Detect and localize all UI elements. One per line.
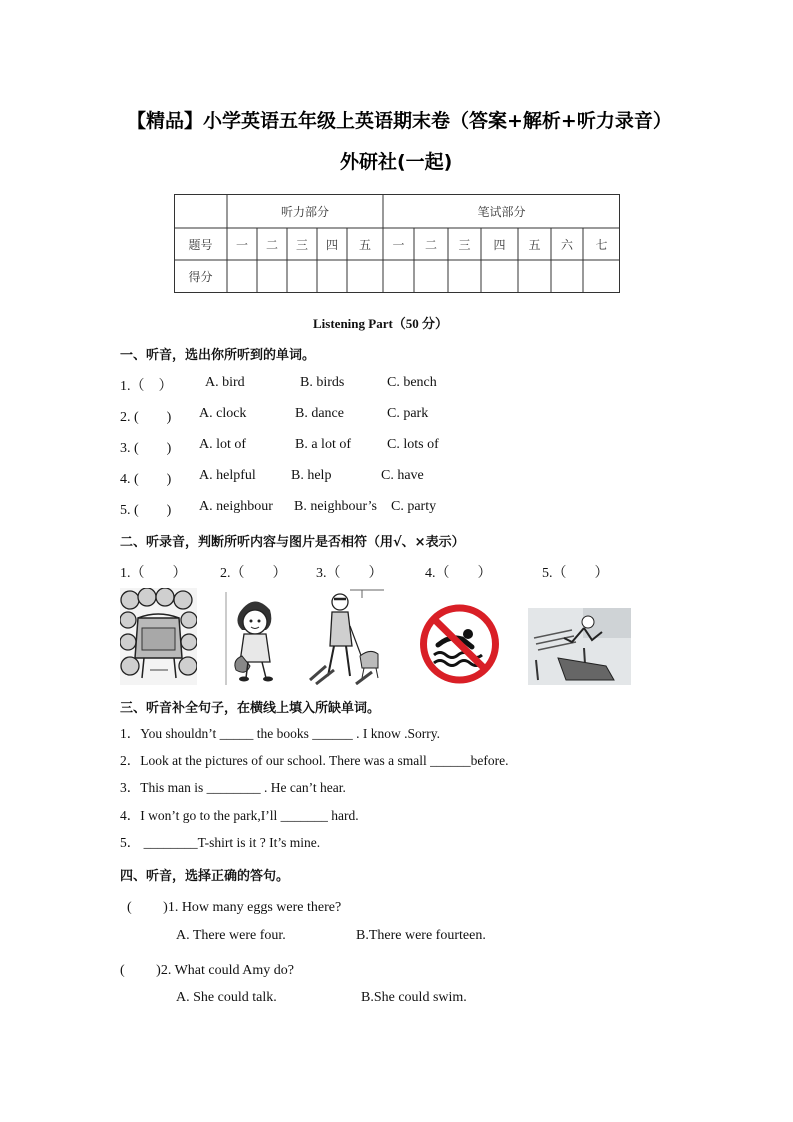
q2-5-number: 5.（ ） — [542, 566, 609, 581]
q1-2-number: 2. ( ) — [120, 410, 172, 425]
q1-3-number: 3. ( ) — [120, 441, 172, 456]
q1-1-option-b: B. birds — [300, 375, 345, 390]
no-swimming-sign — [418, 603, 501, 685]
q1-1-option-a: A. bird — [205, 375, 245, 390]
q4-1-question: ( )1. How many eggs were there? — [127, 900, 342, 915]
q1-3-option-c: C. lots of — [387, 437, 439, 452]
page-title: 【精品】小学英语五年级上英语期末卷（答案+解析+听力录音） — [127, 110, 672, 132]
q4-2-option-b: B.She could swim. — [361, 990, 467, 1005]
q1-2-option-a: A. clock — [199, 406, 247, 421]
q1-3-option-b: B. a lot of — [295, 437, 351, 452]
girl-jumping-picture — [528, 608, 631, 685]
q1-5-option-c: C. party — [391, 499, 437, 514]
q4-2-option-a: A. She could talk. — [176, 990, 277, 1005]
written-col: 四 — [493, 237, 506, 252]
q1-5-option-b: B. neighbour’s — [294, 499, 377, 514]
q2-4-number: 4.（ ） — [425, 566, 492, 581]
listening-header: 听力部分 — [280, 204, 329, 219]
written-col: 七 — [595, 237, 608, 252]
written-col: 一 — [392, 237, 405, 252]
q1-4-option-b: B. help — [291, 468, 332, 483]
q3-2-sentence: 2．Look at the pictures of our school. There was a small ______before. — [120, 753, 509, 768]
q4-1-option-a: A. There were four. — [176, 928, 286, 943]
blind-man-picture — [306, 588, 384, 685]
q3-4-sentence: 4．I won’t go to the park,I’ll _______ hard. — [120, 808, 359, 823]
written-col: 三 — [458, 237, 471, 252]
q2-2-number: 2.（ ） — [220, 566, 287, 581]
section4-heading: 四、听音，选择正确的答句。 — [120, 869, 290, 884]
listening-col: 四 — [325, 237, 338, 252]
q1-2-option-b: B. dance — [295, 406, 344, 421]
q1-1-number: 1.（ ） — [120, 379, 173, 394]
written-col: 六 — [560, 237, 573, 252]
q3-3-sentence: 3．This man is ________ . He can’t hear. — [120, 780, 346, 795]
q3-1-sentence: 1．You shouldn’t _____ the books ______ . I know .Sorry. — [120, 726, 441, 741]
q3-5-sentence: 5． ________T-shirt is it ? It’s mine. — [120, 835, 321, 850]
listening-col: 二 — [265, 237, 278, 252]
trees-picture — [120, 588, 197, 685]
q2-1-number: 1.（ ） — [120, 566, 187, 581]
q4-2-question: ( )2. What could Amy do? — [120, 963, 294, 978]
written-header: 笔试部分 — [477, 204, 526, 219]
q1-5-option-a: A. neighbour — [199, 499, 273, 514]
question-number-label: 题号 — [188, 237, 213, 252]
listening-part-label: Listening Part（50 分） — [313, 316, 449, 331]
listening-col: 五 — [358, 237, 371, 252]
q4-1-option-b: B.There were fourteen. — [356, 928, 486, 943]
q1-4-option-a: A. helpful — [199, 468, 256, 483]
page-subtitle: 外研社(一起) — [340, 151, 453, 173]
score-label: 得分 — [188, 270, 213, 284]
section3-heading: 三、听音补全句子，在横线上填入所缺单词。 — [120, 701, 381, 716]
listening-col: 一 — [235, 237, 248, 252]
q2-3-number: 3.（ ） — [316, 566, 383, 581]
score-table — [174, 194, 620, 293]
q1-3-option-a: A. lot of — [199, 437, 247, 452]
q1-1-option-c: C. bench — [387, 375, 437, 390]
listening-col: 三 — [295, 237, 308, 252]
q1-2-option-c: C. park — [387, 406, 429, 421]
q1-5-number: 5. ( ) — [120, 503, 172, 518]
written-col: 五 — [528, 237, 541, 252]
section1-heading: 一、听音，选出你所听到的单词。 — [120, 348, 316, 363]
written-col: 二 — [424, 237, 437, 252]
section2-heading: 二、听录音，判断所听内容与图片是否相符（用√、×表示） — [120, 535, 465, 550]
girl-picture — [220, 590, 288, 685]
q1-4-number: 4. ( ) — [120, 472, 172, 487]
q1-4-option-c: C. have — [381, 468, 424, 483]
